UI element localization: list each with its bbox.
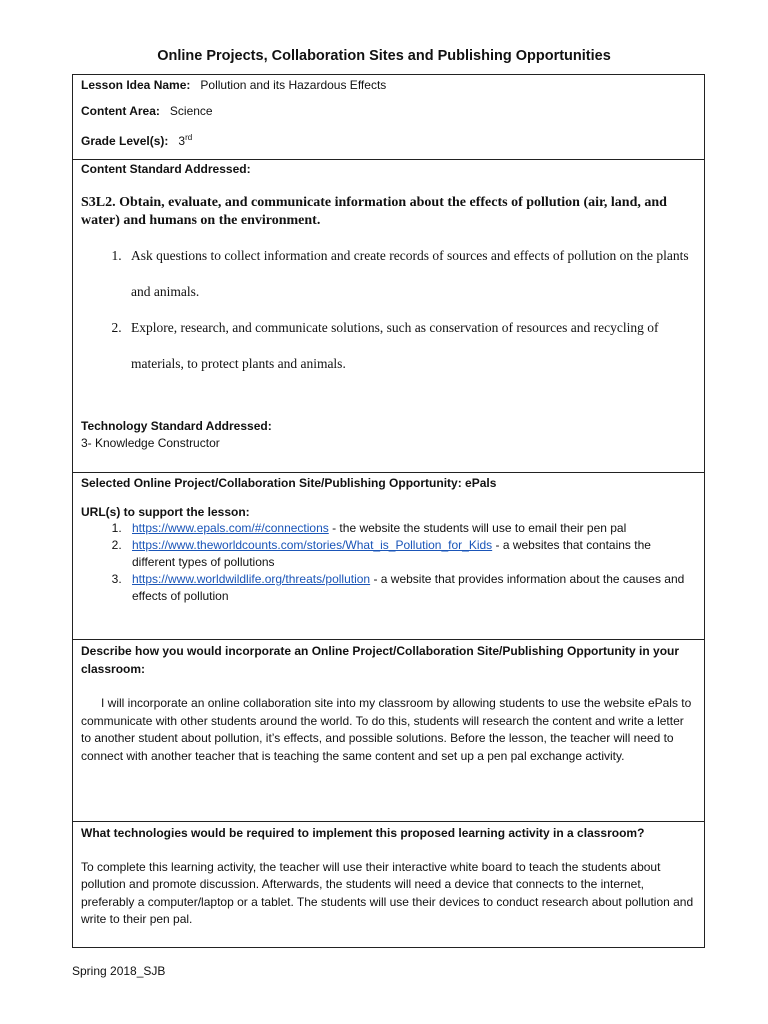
url-item [125,520,696,537]
url-item [125,537,696,571]
page-title: Online Projects, Collaboration Sites and Publishing Opportunities [157,48,611,64]
lesson-plan-table [72,74,705,948]
tech-standard-label: Technology Standard Addressed: [81,419,272,433]
content-area-value: Science [169,104,213,118]
urls-label: URL(s) to support the lesson: [81,505,250,519]
selected-project-value: ePals [465,476,497,490]
technologies-cell [73,822,705,948]
url-description: - a website that provides information about the causes and effects of pollution [132,572,685,603]
lesson-info-row [73,75,705,160]
grade-level-line [81,131,696,148]
lesson-info-cell [73,75,705,160]
tech-standard-value: 3- Knowledge Constructor [81,436,220,450]
standards-row [73,160,705,473]
url-description: - the website the students will use to email their pen pal [328,521,627,535]
objective-item: 1. Ask questions to collect information and create records of sources and effects of pollution on the plants and animals. [125,238,696,310]
url-list [81,520,696,605]
grade-level-value: 3 [178,134,186,148]
content-area-label: Content Area: [81,104,160,118]
technologies-question: What technologies would be required to implement this proposed learning activity in a classroom? [81,826,645,840]
technologies-answer: To complete this learning activity, the teacher will use their interactive white board to teach the students about pollution and promote discussion. Afterwards, the students will need a device that connects to the internet, preferably a computer/laptop or a tablet. The students will use their devices to conduct research about pollution and write to their pen pal. [81,859,694,926]
grade-level-suffix: rd [185,133,193,142]
footer-text: Spring 2018_SJB [72,964,166,978]
standards-cell [73,160,705,473]
url-description: - a websites that contains the different types of pollutions [132,538,651,569]
project-row [73,473,705,640]
describe-row [73,640,705,822]
lesson-name-label: Lesson Idea Name: [81,78,191,92]
project-cell [73,473,705,640]
describe-question: Describe how you would incorporate an Online Project/Collaboration Site/Publishing Opportunity in your classroom: [81,644,680,676]
describe-cell [73,640,705,822]
objective-item: 2. Explore, research, and communicate solutions, such as conservation of resources and recycling of materials, to protect plants and animals. [125,310,696,382]
worldwildlife-link[interactable]: https://www.worldwildlife.org/threats/pollution [132,572,371,586]
epals-link[interactable]: https://www.epals.com/#/connections [132,521,329,535]
technologies-row [73,822,705,948]
selected-project-label: Selected Online Project/Collaboration Site/Publishing Opportunity: [81,476,462,490]
url-item [125,571,696,605]
content-area-line [81,105,696,118]
selected-project-line [81,477,696,490]
grade-level-label: Grade Level(s): [81,134,169,148]
standard-objectives-list [81,238,696,382]
lesson-name-value: Pollution and its Hazardous Effects [200,78,387,92]
describe-answer: I will incorporate an online collaboration site into my classroom by allowing students to use the website ePals to communicate with other students around the world. To do this, students will research the content and write a letter to another student about pollution, it’s effects, and possible solutions. Before the lesson, the teacher will need to connect with another teacher that is teaching the same content and set up a pen pal exchange activity. [81,696,692,763]
content-standard-text: S3L2. Obtain, evaluate, and communicate information about the effects of pollution (air, land, and water) and humans on the environment. [81,195,667,228]
theworldcounts-link[interactable]: https://www.theworldcounts.com/stories/What_is_Pollution_for_Kids [132,538,493,552]
lesson-name-line [81,79,696,92]
content-standard-label: Content Standard Addressed: [81,162,251,176]
